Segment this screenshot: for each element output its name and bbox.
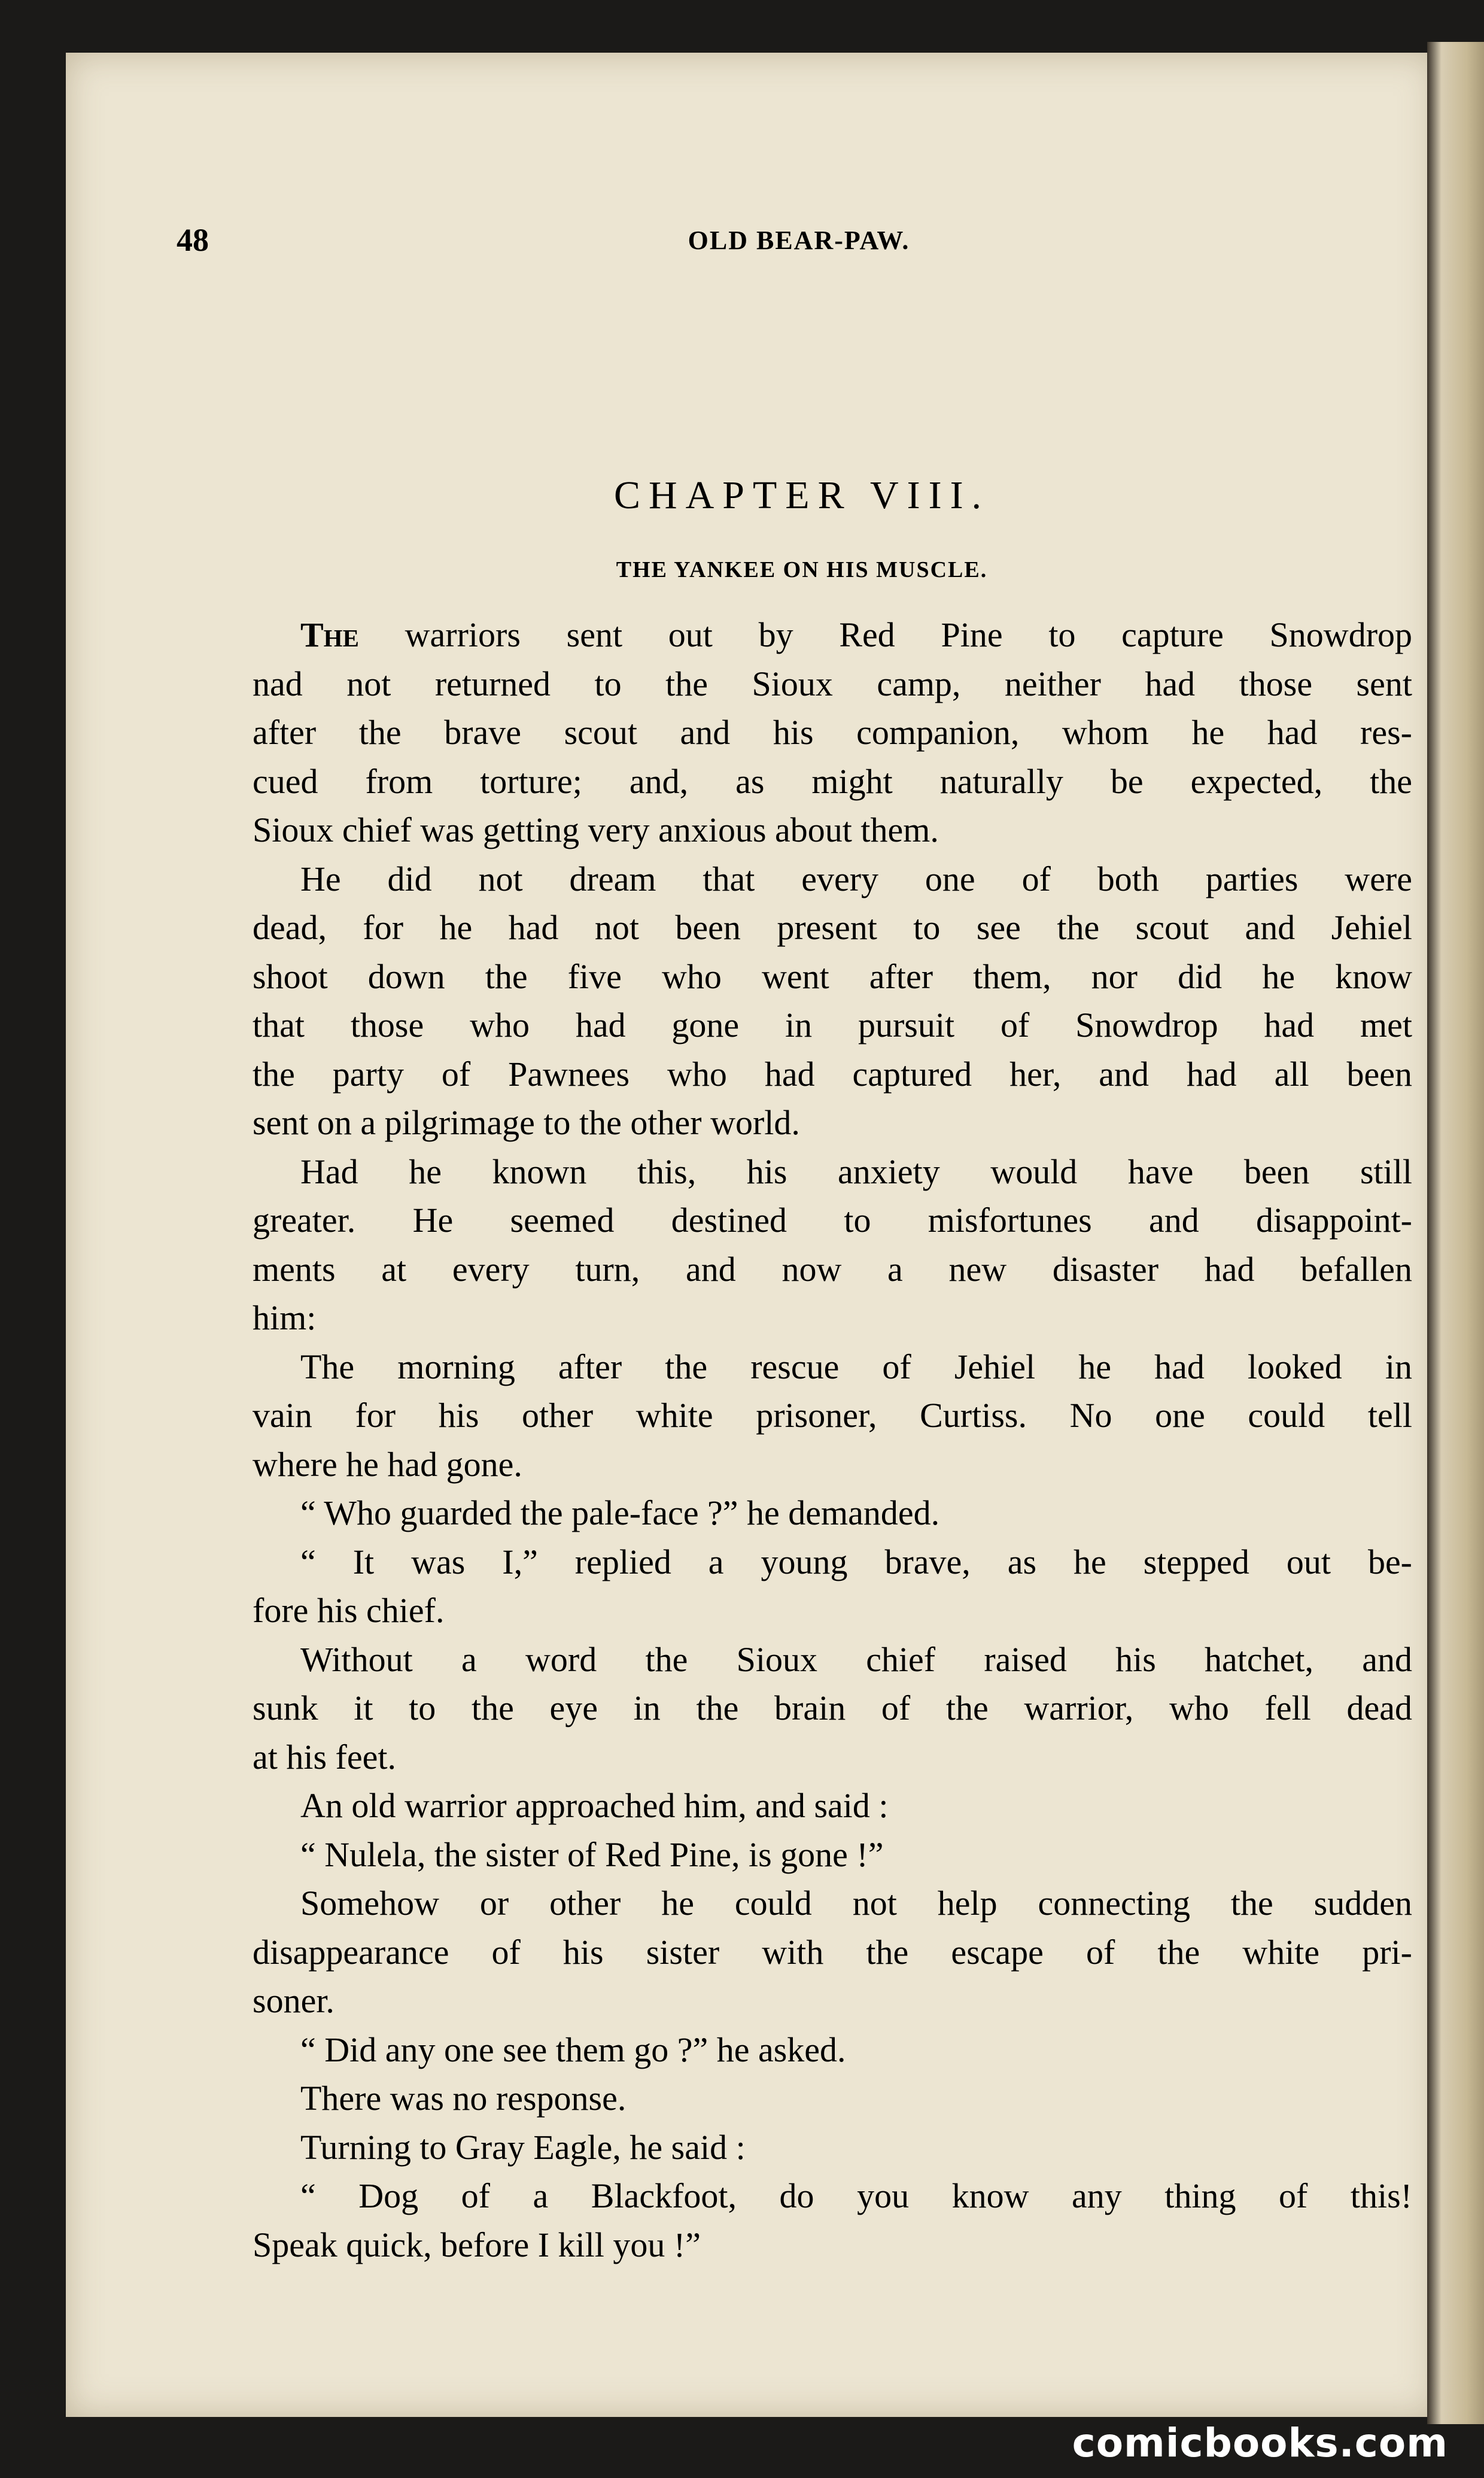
line-text: greater. He seemed destined to misfortunes and disappoint- xyxy=(253,1201,1412,1240)
text-line xyxy=(253,1245,1412,1294)
text-line xyxy=(253,1830,1412,1879)
line-text: soner. xyxy=(253,1981,334,2020)
line-text: ments at every turn, and now a new disaster had befallen xyxy=(253,1249,1412,1289)
text-line xyxy=(253,1538,1412,1587)
text-line xyxy=(253,2123,1412,2172)
text-line xyxy=(253,1733,1412,1782)
line-text: The morning after the rescue of Jehiel he had looked in xyxy=(300,1347,1412,1386)
line-text: There was no response. xyxy=(300,2079,627,2118)
line-text: Speak quick, before I kill you !” xyxy=(253,2225,701,2264)
text-line xyxy=(253,1586,1412,1635)
text-line xyxy=(253,2025,1412,2075)
line-text: vain for his other white prisoner, Curtiss. No one could tell xyxy=(253,1396,1412,1435)
text-line xyxy=(253,1098,1412,1147)
text-line xyxy=(253,2172,1412,2221)
text-line xyxy=(253,1147,1412,1197)
body-text xyxy=(253,611,1412,2269)
text-line xyxy=(253,806,1412,855)
text-line xyxy=(253,1684,1412,1733)
line-text: Turning to Gray Eagle, he said : xyxy=(300,2127,746,2167)
text-line xyxy=(253,1293,1412,1343)
text-line xyxy=(253,1196,1412,1245)
text-line xyxy=(253,903,1412,952)
text-line xyxy=(253,2074,1412,2123)
line-text: Had he known this, his anxiety would have been still xyxy=(300,1152,1412,1191)
text-line xyxy=(253,1928,1412,1977)
line-text: nad not returned to the Sioux camp, neither had those sent xyxy=(253,664,1412,703)
line-text: dead, for he had not been present to see the scout and Jehiel xyxy=(253,908,1412,947)
line-text: that those who had gone in pursuit of Snowdrop had met xyxy=(253,1006,1412,1044)
page-header xyxy=(177,221,1421,263)
line-text: Sioux chief was getting very anxious about them. xyxy=(253,810,939,849)
text-line xyxy=(253,1879,1412,1928)
line-text: fore his chief. xyxy=(253,1591,445,1630)
line-text: sunk it to the eye in the brain of the warrior, who fell dead xyxy=(253,1689,1412,1727)
line-text: him: xyxy=(253,1298,317,1337)
chapter-subtitle: THE YANKEE ON HIS MUSCLE. xyxy=(616,557,988,582)
text-line xyxy=(253,1976,1412,2025)
line-text: where he had gone. xyxy=(253,1444,522,1484)
text-line xyxy=(253,1440,1412,1489)
text-line xyxy=(253,952,1412,1001)
line-text: “ It was I,” replied a young brave, as he stepped out be- xyxy=(300,1542,1412,1581)
line-text: “ Dog of a Blackfoot, do you know any thing of this! xyxy=(300,2176,1412,2215)
page-edge xyxy=(1427,42,1484,2424)
line-text: “ Did any one see them go ?” he asked. xyxy=(300,2030,846,2069)
text-line xyxy=(253,757,1412,806)
text-line xyxy=(253,1635,1412,1684)
text-line xyxy=(253,1001,1412,1050)
line-text: Without a word the Sioux chief raised his hatchet, and xyxy=(300,1639,1412,1679)
line-text: An old warrior approached him, and said : xyxy=(300,1786,889,1825)
watermark: comicbooks.com xyxy=(1072,2420,1448,2466)
line-text: He did not dream that every one of both parties were xyxy=(300,859,1412,898)
line-text: sent on a pilgrimage to the other world. xyxy=(253,1103,800,1142)
line-text: after the brave scout and his companion, whom he had res- xyxy=(253,713,1412,752)
page-number: 48 xyxy=(177,222,209,258)
running-head: OLD BEAR-PAW. xyxy=(688,226,910,255)
text-line xyxy=(253,1343,1412,1392)
lead-word: The xyxy=(300,615,359,654)
text-line xyxy=(253,611,1412,660)
text-line xyxy=(253,855,1412,904)
line-text: cued from torture; and, as might naturally be expected, the xyxy=(253,761,1412,801)
text-line xyxy=(253,2221,1412,2270)
line-text: “ Who guarded the pale-face ?” he demanded. xyxy=(300,1493,940,1532)
text-line xyxy=(253,1489,1412,1538)
line-text: warriors sent out by Red Pine to capture Snowdrop xyxy=(405,615,1413,654)
line-text: at his feet. xyxy=(253,1737,396,1776)
chapter-title: CHAPTER VIII. xyxy=(613,473,990,517)
line-text: shoot down the five who went after them, nor did he know xyxy=(253,956,1412,996)
text-line xyxy=(253,660,1412,709)
text-line xyxy=(253,1050,1412,1099)
text-line xyxy=(253,1391,1412,1440)
line-text: Somehow or other he could not help connecting the sudden xyxy=(300,1884,1412,1923)
line-text: “ Nulela, the sister of Red Pine, is gone !” xyxy=(300,1835,884,1874)
text-line xyxy=(253,1781,1412,1830)
line-text: the party of Pawnees who had captured her, and had all been xyxy=(253,1054,1412,1094)
text-line xyxy=(253,708,1412,757)
line-text: disappearance of his sister with the escape of the white pri- xyxy=(253,1932,1412,1972)
